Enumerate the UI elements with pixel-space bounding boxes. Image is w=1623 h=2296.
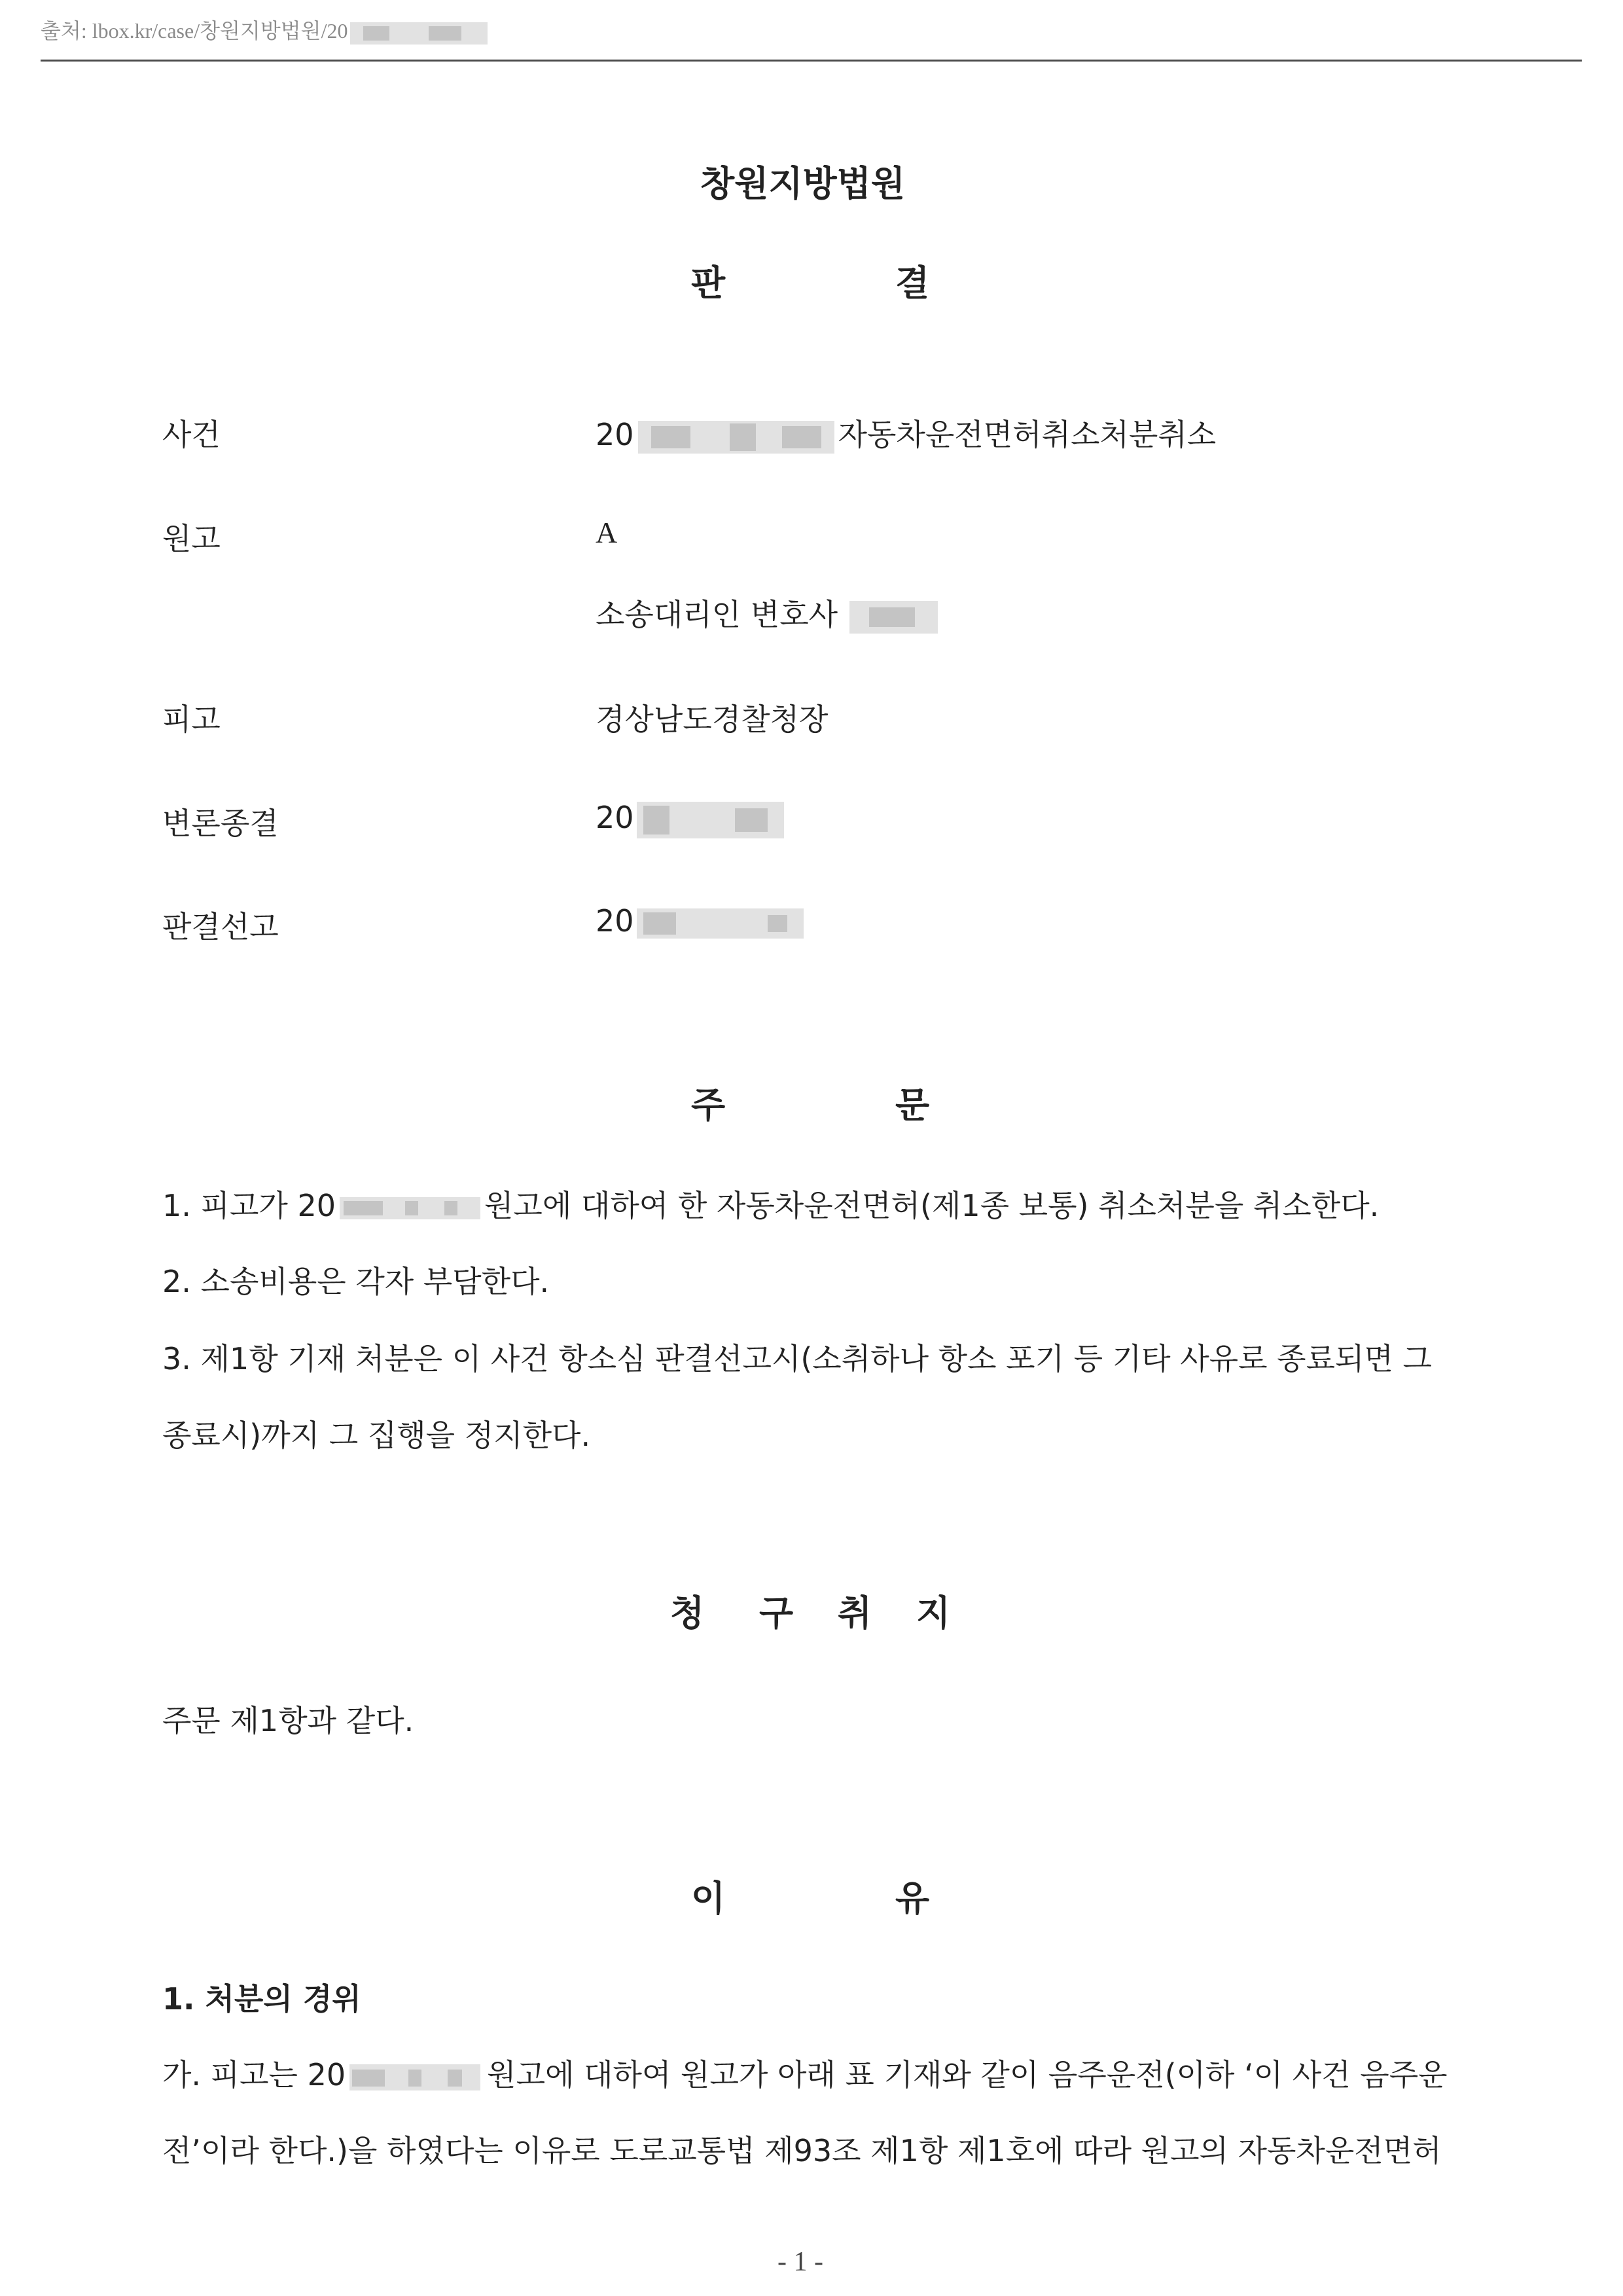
section-1-title: 1. 처분의 경위 (162, 1981, 361, 2017)
plaintiff-label: 원고 (162, 521, 221, 556)
order-heading-right: 문 (895, 1085, 930, 1126)
claim-heading-2: 구 (759, 1592, 794, 1634)
court-name: 창원지방법원 (700, 163, 905, 204)
reason-heading-right: 유 (895, 1878, 930, 1919)
order-item-1: 1. 피고가 20 원고에 대하여 한 자동차운전면허(제1종 보통) 취소처분을 취소한다. (162, 1188, 1380, 1223)
claim-heading-1: 청 (670, 1592, 705, 1634)
reason-heading-left: 이 (691, 1878, 726, 1919)
redacted-block (637, 908, 804, 939)
redacted-block (637, 802, 784, 838)
closing-date: 20 (596, 800, 784, 838)
decision-date: 20 (596, 903, 804, 939)
doc-title-left: 판 (691, 262, 726, 304)
source-url: 출처: lbox.kr/case/창원지방법원/20 (41, 14, 488, 45)
header-rule (41, 60, 1582, 62)
order-heading-left: 주 (691, 1085, 726, 1126)
section-1-para-line1: 가. 피고는 20 원고에 대하여 원고가 아래 표 기재와 같이 음주운전(이하 ‘이 사건 음주운 (162, 2057, 1448, 2092)
redacted-block (638, 421, 834, 454)
order-item-2: 2. 소송비용은 각자 부담한다. (162, 1264, 550, 1299)
plaintiff-counsel: 소송대리인 변호사 (596, 591, 938, 634)
page-number: - 1 - (777, 2247, 823, 2277)
redacted-block (349, 2064, 480, 2090)
redacted-block (849, 601, 938, 634)
closing-label: 변론종결 (162, 806, 279, 841)
section-1-para-line2: 전’이라 한다.)을 하였다는 이유로 도로교통법 제93조 제1항 제1호에 따라 원고의 자동차운전면허 (162, 2133, 1442, 2168)
defendant-label: 피고 (162, 702, 221, 737)
order-item-3-line1: 3. 제1항 기재 처분은 이 사건 항소심 판결선고시(소취하나 항소 포기 등 기타 사유로 종료되면 그 (162, 1341, 1432, 1376)
decision-label: 판결선고 (162, 909, 279, 944)
case-name: 자동차운전면허취소처분취소 (838, 417, 1217, 452)
case-label: 사건 (162, 417, 221, 452)
defendant-name: 경상남도경찰청장 (596, 702, 829, 737)
case-number: 20 자동차운전면허취소처분취소 (596, 417, 1217, 452)
claim-heading-3: 취 (838, 1592, 872, 1634)
claim-heading-4: 지 (916, 1592, 951, 1634)
redacted-block (340, 1197, 480, 1219)
order-item-3-line2: 종료시)까지 그 집행을 정지한다. (162, 1418, 591, 1453)
redacted-block (350, 22, 488, 45)
claim-text: 주문 제1항과 같다. (162, 1703, 414, 1738)
plaintiff-name: A (596, 516, 618, 549)
doc-title-right: 결 (895, 262, 930, 304)
